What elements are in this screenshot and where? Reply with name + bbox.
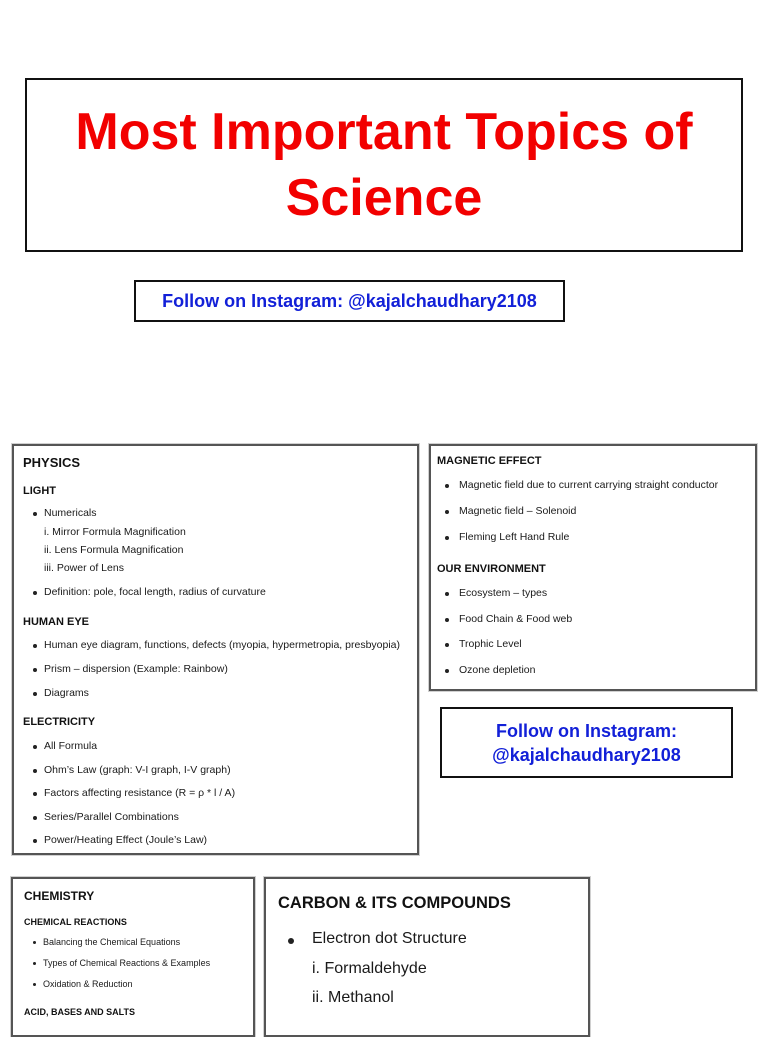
bullet <box>445 618 449 622</box>
carbon-item: Electron dot Structure <box>312 930 467 947</box>
chemistry-title: CHEMISTRY <box>24 889 95 903</box>
magnetic-item: Fleming Left Hand Rule <box>459 531 570 543</box>
bullet <box>33 512 37 516</box>
bullet <box>33 591 37 595</box>
instagram-handle: @kajalchaudhary2108 <box>492 744 681 765</box>
bullet <box>33 745 37 749</box>
magnetic-item: Magnetic field due to current carrying straight conductor <box>459 479 719 491</box>
bullet <box>445 643 449 647</box>
human-eye-heading: HUMAN EYE <box>23 616 90 628</box>
light-heading: LIGHT <box>23 485 56 497</box>
bullet <box>33 769 37 773</box>
reactions-item: Balancing the Chemical Equations <box>43 937 181 947</box>
human-eye-item: Human eye diagram, functions, defects (myopia, hypermetropia, presbyopia) <box>44 639 401 651</box>
instagram-follow-text: Follow on Instagram: @kajalchaudhary2108 <box>162 290 537 311</box>
bullet <box>33 792 37 796</box>
chemistry-card <box>11 877 255 1037</box>
carbon-title: CARBON & ITS COMPOUNDS <box>278 894 511 912</box>
bullet <box>33 983 36 986</box>
physics-card <box>12 444 419 855</box>
bullet <box>445 669 449 673</box>
bullet <box>445 592 449 596</box>
human-eye-item: Prism – dispersion (Example: Rainbow) <box>44 663 228 675</box>
physics-title: PHYSICS <box>23 455 81 470</box>
page-title: Most Important Topics of Science <box>75 103 693 227</box>
bullet <box>445 536 449 540</box>
environment-item: Trophic Level <box>459 638 522 650</box>
bullet <box>288 938 294 944</box>
acids-bases-heading: ACID, BASES AND SALTS <box>24 1007 136 1017</box>
magnetic-item: Magnetic field – Solenoid <box>459 505 577 517</box>
title-box <box>25 78 743 252</box>
bullet <box>33 941 36 944</box>
light-definition: Definition: pole, focal length, radius of curvature <box>44 586 266 598</box>
electricity-item: Factors affecting resistance (R = ρ * l / A) <box>44 787 236 799</box>
magnetic-effect-heading: MAGNETIC EFFECT <box>437 455 542 467</box>
light-sub-item: iii. Power of Lens <box>44 562 124 574</box>
reactions-item: Oxidation & Reduction <box>43 979 133 989</box>
electricity-item: Ohm’s Law (graph: V-I graph, I-V graph) <box>44 764 231 776</box>
chemical-reactions-heading: CHEMICAL REACTIONS <box>24 917 127 927</box>
bullet <box>33 816 37 820</box>
instagram-follow-box <box>134 280 565 322</box>
carbon-sub-item: ii. Methanol <box>312 989 394 1006</box>
bullet <box>445 484 449 488</box>
bullet <box>33 668 37 672</box>
human-eye-item: Diagrams <box>44 687 89 699</box>
light-sub-item: ii. Lens Formula Magnification <box>44 544 184 556</box>
instagram-follow-box-2 <box>440 707 733 778</box>
reactions-item: Types of Chemical Reactions & Examples <box>43 958 211 968</box>
bullet <box>33 644 37 648</box>
electricity-item: All Formula <box>44 740 98 752</box>
bullet <box>445 510 449 514</box>
our-environment-heading: OUR ENVIRONMENT <box>437 563 546 575</box>
light-numericals: Numericals <box>44 507 97 519</box>
environment-item: Ozone depletion <box>459 664 536 676</box>
environment-item: Ecosystem – types <box>459 587 548 599</box>
magnetic-effect-card <box>429 444 757 691</box>
bullet <box>33 692 37 696</box>
bullet <box>33 962 36 965</box>
light-sub-item: i. Mirror Formula Magnification <box>44 526 186 538</box>
bullet <box>33 839 37 843</box>
carbon-sub-item: i. Formaldehyde <box>312 960 427 977</box>
environment-item: Food Chain & Food web <box>459 613 573 625</box>
carbon-card <box>264 877 590 1037</box>
instagram-follow-line: Follow on Instagram: <box>495 720 677 741</box>
electricity-item: Series/Parallel Combinations <box>44 811 179 823</box>
electricity-item: Power/Heating Effect (Joule’s Law) <box>44 834 208 846</box>
electricity-heading: ELECTRICITY <box>23 716 96 728</box>
